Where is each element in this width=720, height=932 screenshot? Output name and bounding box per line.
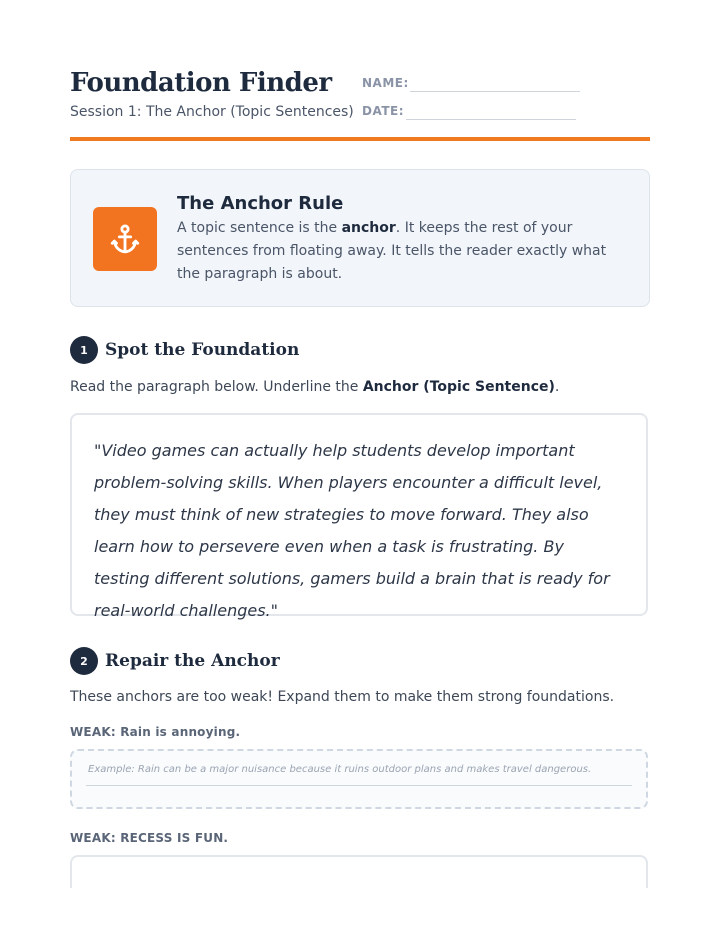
section-1-number: 1 <box>70 336 98 364</box>
weak-label-2: WEAK: RECESS IS FUN. <box>70 831 229 845</box>
rule-title: The Anchor Rule <box>177 193 344 214</box>
name-field[interactable] <box>362 72 580 92</box>
anchor-icon <box>93 207 157 271</box>
header-divider <box>70 137 650 141</box>
date-line <box>406 119 576 120</box>
example-text: Example: Rain can be a major nuisance because it ruins outdoor plans and makes travel dangerous. <box>88 764 592 775</box>
rule-text: A topic sentence is the anchor. It keeps the rest of your sentences from floating away. It tells the reader exactly what the paragraph is about. <box>177 220 607 282</box>
name-line <box>410 91 580 92</box>
page-title: Foundation Finder <box>70 68 332 98</box>
paragraph-box <box>70 413 648 620</box>
section-2-number: 2 <box>70 647 98 675</box>
date-label: DATE: <box>362 104 404 118</box>
anchor-rule-box <box>70 169 650 307</box>
rule-keyword: anchor <box>341 220 396 236</box>
section-2-instruction: These anchors are too weak! Expand them to make them strong foundations. <box>70 689 615 705</box>
section-1-instruction: Read the paragraph below. Underline the Anchor (Topic Sentence). <box>70 379 560 395</box>
section-1-title: Spot the Foundation <box>105 340 300 360</box>
answer-line <box>86 785 632 786</box>
date-field[interactable] <box>362 100 580 120</box>
page-subtitle: Session 1: The Anchor (Topic Sentences) <box>70 104 354 120</box>
sample-paragraph[interactable]: "Video games can actually help students develop important problem-solving skills. When players encounter a difficult level, they must think of new strategies to move forward. They also learn how to persevere even when a task is frustrating. By testing different solutions, gamers build a brain that is ready for real-world challenges." <box>94 441 610 620</box>
page-bottom <box>0 888 720 932</box>
section-2-title: Repair the Anchor <box>105 651 280 671</box>
name-label: NAME: <box>362 76 409 90</box>
weak-label-1: WEAK: Rain is annoying. <box>70 725 241 739</box>
answer-box-1[interactable] <box>70 749 648 809</box>
